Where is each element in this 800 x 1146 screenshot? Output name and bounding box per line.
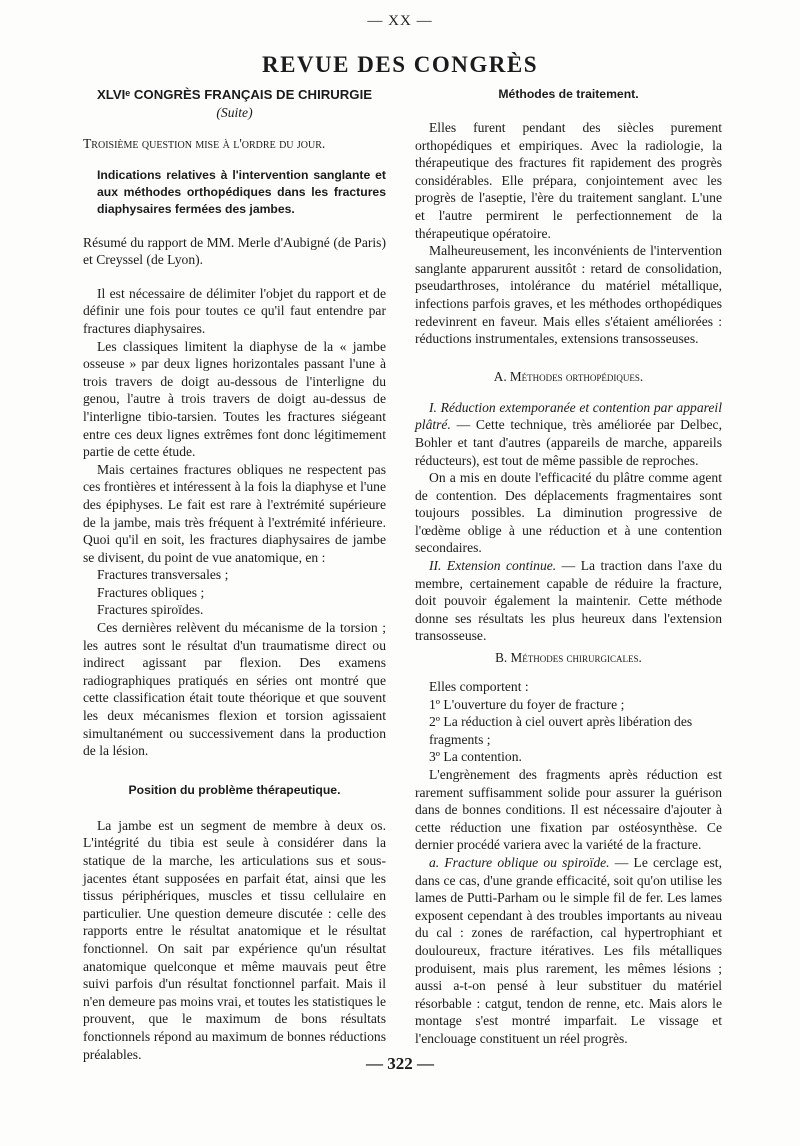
section-a-heading: A. Méthodes orthopédiques. — [493, 368, 644, 384]
list-item: 2º La réduction à ciel ouvert après libération des fragments ; — [429, 714, 693, 747]
paragraph: Ces dernières relèvent du mécanisme de la torsion ; les autres sont le résultat d'un traumatisme direct ou indirect agissant par flexion. Des examens radiographiques pratiqués en séries ont montré que cette classification était toute théorique et que souvent les deux mécanismes flexion et torsion agissaient simultanément ou successivement dans la production de la lésion. — [83, 620, 386, 759]
congress-title: XLVIᵉ CONGRÈS FRANÇAIS DE CHIRURGIE — [96, 87, 373, 102]
paragraph — [415, 399, 722, 469]
list-item: Fractures spiroïdes. — [97, 602, 204, 618]
paragraph: L'engrènement des fragments après réduction est rarement suffisamment solide pour assurer la guérison dans de bonnes conditions. Il est nécessaire d'ajouter à cette réduction une fixation par ostéosynthèse. Ce dernier procédé variera avec la variété de la fracture. — [415, 767, 722, 853]
paragraph: La jambe est un segment de membre à deux os. L'intégrité du tibia est seule à considérer dans la statique de la marche, les articulations sus et sous-jacentes étant supposées en parfait état, ainsi que les tissus périphériques, muscles et tissu cellulaire en particulier. Une question demeure discutée : celle des rapports entre le résultat anatomique et le résultat fonctionnel. On sait par expérience qu'un résultat anatomique quelconque et même mauvais peut être suivi parfois d'un résultat fonctionnel parfait. Mais il n'en demeure pas moins vrai, et toutes les statistiques le prouvent, que le maximum de bons résultats fonctionnels répond au maximum de bonnes réductions préalables. — [83, 817, 386, 1062]
method-label: I. Réduction extemporanée et contention par appareil plâtré. — [415, 399, 722, 433]
fracture-type-list — [83, 566, 386, 619]
steps-list — [415, 696, 722, 766]
right-column — [415, 86, 722, 1048]
suite-label: (Suite) — [216, 105, 253, 120]
section-b-heading: B. Méthodes chirurgicales. — [495, 650, 642, 666]
method-label: II. Extension continue. — [429, 558, 557, 574]
list-item: Fractures transversales ; — [97, 567, 229, 583]
list-item: 1º L'ouverture du foyer de fracture ; — [429, 696, 625, 712]
paragraph: Mais certaines fractures obliques ne respectent pas ces frontières et intéressent à la fois la diaphyse et l'une des épiphyses. Le fait est rare à l'extrémité supérieure de la jambe, mais très fréquent à l'extrémité inférieure. Quoi qu'il en soit, les fractures diaphysaires de jambe se divisent, du point de vue anatomique, en : — [83, 461, 386, 565]
paragraph: Elles furent pendant des siècles purement orthopédiques et empiriques. Avec la radiologie, la thérapeutique des fractures fit rapidement des progrès considérables. Elle prépara, conjointement avec les progrès de l'aseptie, l'ère du traitement sanglant. L'une et l'autre permirent le perfectionnement de la thérapeutique opératoire. — [415, 120, 722, 241]
method-text: — Cette technique, très améliorée par Delbec, Bohler et tant d'autres (appareils de marche, appareils réducteurs), est tout de même passible de reproches. — [415, 417, 722, 468]
paragraph: Malheureusement, les inconvénients de l'intervention sanglante apparurent aussitôt : retard de consolidation, pseudarthroses, intolérance du matériel métallique, infections parfois graves, et les méthodes orthopédiques redevinrent en faveur. Mais elles s'étaient améliorées : réductions instrumentales, extensions transosseuses. — [415, 243, 722, 347]
section-heading: Position du problème thérapeutique. — [128, 782, 341, 797]
paragraph — [415, 557, 722, 645]
paragraph: Les classiques limitent la diaphyse de la « jambe osseuse » par deux lignes horizontales passant l'une à trois travers de doigt au-dessous de l'interligne du genou, l'autre à trois travers de doigt au-dessus de l'interligne tibio-tarsien. Toutes les fractures siégeant entre ces deux lignes extrêmes font donc légitimement partie de cette étude. — [83, 338, 386, 460]
paragraph: Elles comportent : — [429, 679, 529, 695]
running-folio: — XX — — [367, 13, 433, 29]
list-item: 3º La contention. — [429, 749, 522, 765]
fracture-label: a. Fracture oblique ou spiroïde. — [429, 854, 610, 870]
section-heading: Méthodes de traitement. — [498, 87, 639, 101]
page-number: — 322 — — [366, 1054, 434, 1073]
fracture-text: — Le cerclage est, dans ce cas, d'une grande efficacité, soit qu'on utilise les lames de Putti-Parham ou le simple fil de fer. Les lames exposent cependant à des troubles importants au niveau du cal : zones de raréfaction, cal hypertrophiant et douloureux, fracture itératives. Les fils métalliques produisent, mais plus rarement, les mêmes lésions ; aussi a-t-on pensé à leur substituer du matériel résorbable : catgut, tendon de renne, etc. Mais alors le montage s'est montré imparfait. Le vissage et l'enclouage constituent un réel progrès. — [415, 854, 722, 1046]
paragraph: Il est nécessaire de délimiter l'objet du rapport et de définir une fois pour toutes ce qu'il faut entendre par fractures diaphysaires. — [83, 285, 386, 336]
paragraph: On a mis en doute l'efficacité du plâtre comme agent de contention. Des déplacements fragmentaires sont toujours possibles. La diminution progressive de l'œdème oblige à une réduction et à une contention secondaires. — [415, 470, 722, 556]
method-text: — La traction dans l'axe du membre, certainement capable de réduire la fracture, doit pouvoir également la maintenir. Cette méthode donne ses résultats les plus heureux dans l'extension transosseuse. — [415, 558, 722, 644]
report-summary: Résumé du rapport de MM. Merle d'Aubigné (de Paris) et Creyssel (de Lyon). — [83, 234, 386, 268]
paragraph — [415, 854, 722, 1048]
question-label: Troisième question mise à l'ordre du jour. — [83, 136, 326, 151]
list-item: Fractures obliques ; — [97, 584, 205, 600]
left-column — [83, 86, 386, 1063]
topic-heading: Indications relatives à l'intervention sanglante et aux méthodes orthopédiques dans les fractures diaphysaires fermées des jambes. — [97, 167, 386, 216]
page-title: REVUE DES CONGRÈS — [262, 52, 538, 77]
